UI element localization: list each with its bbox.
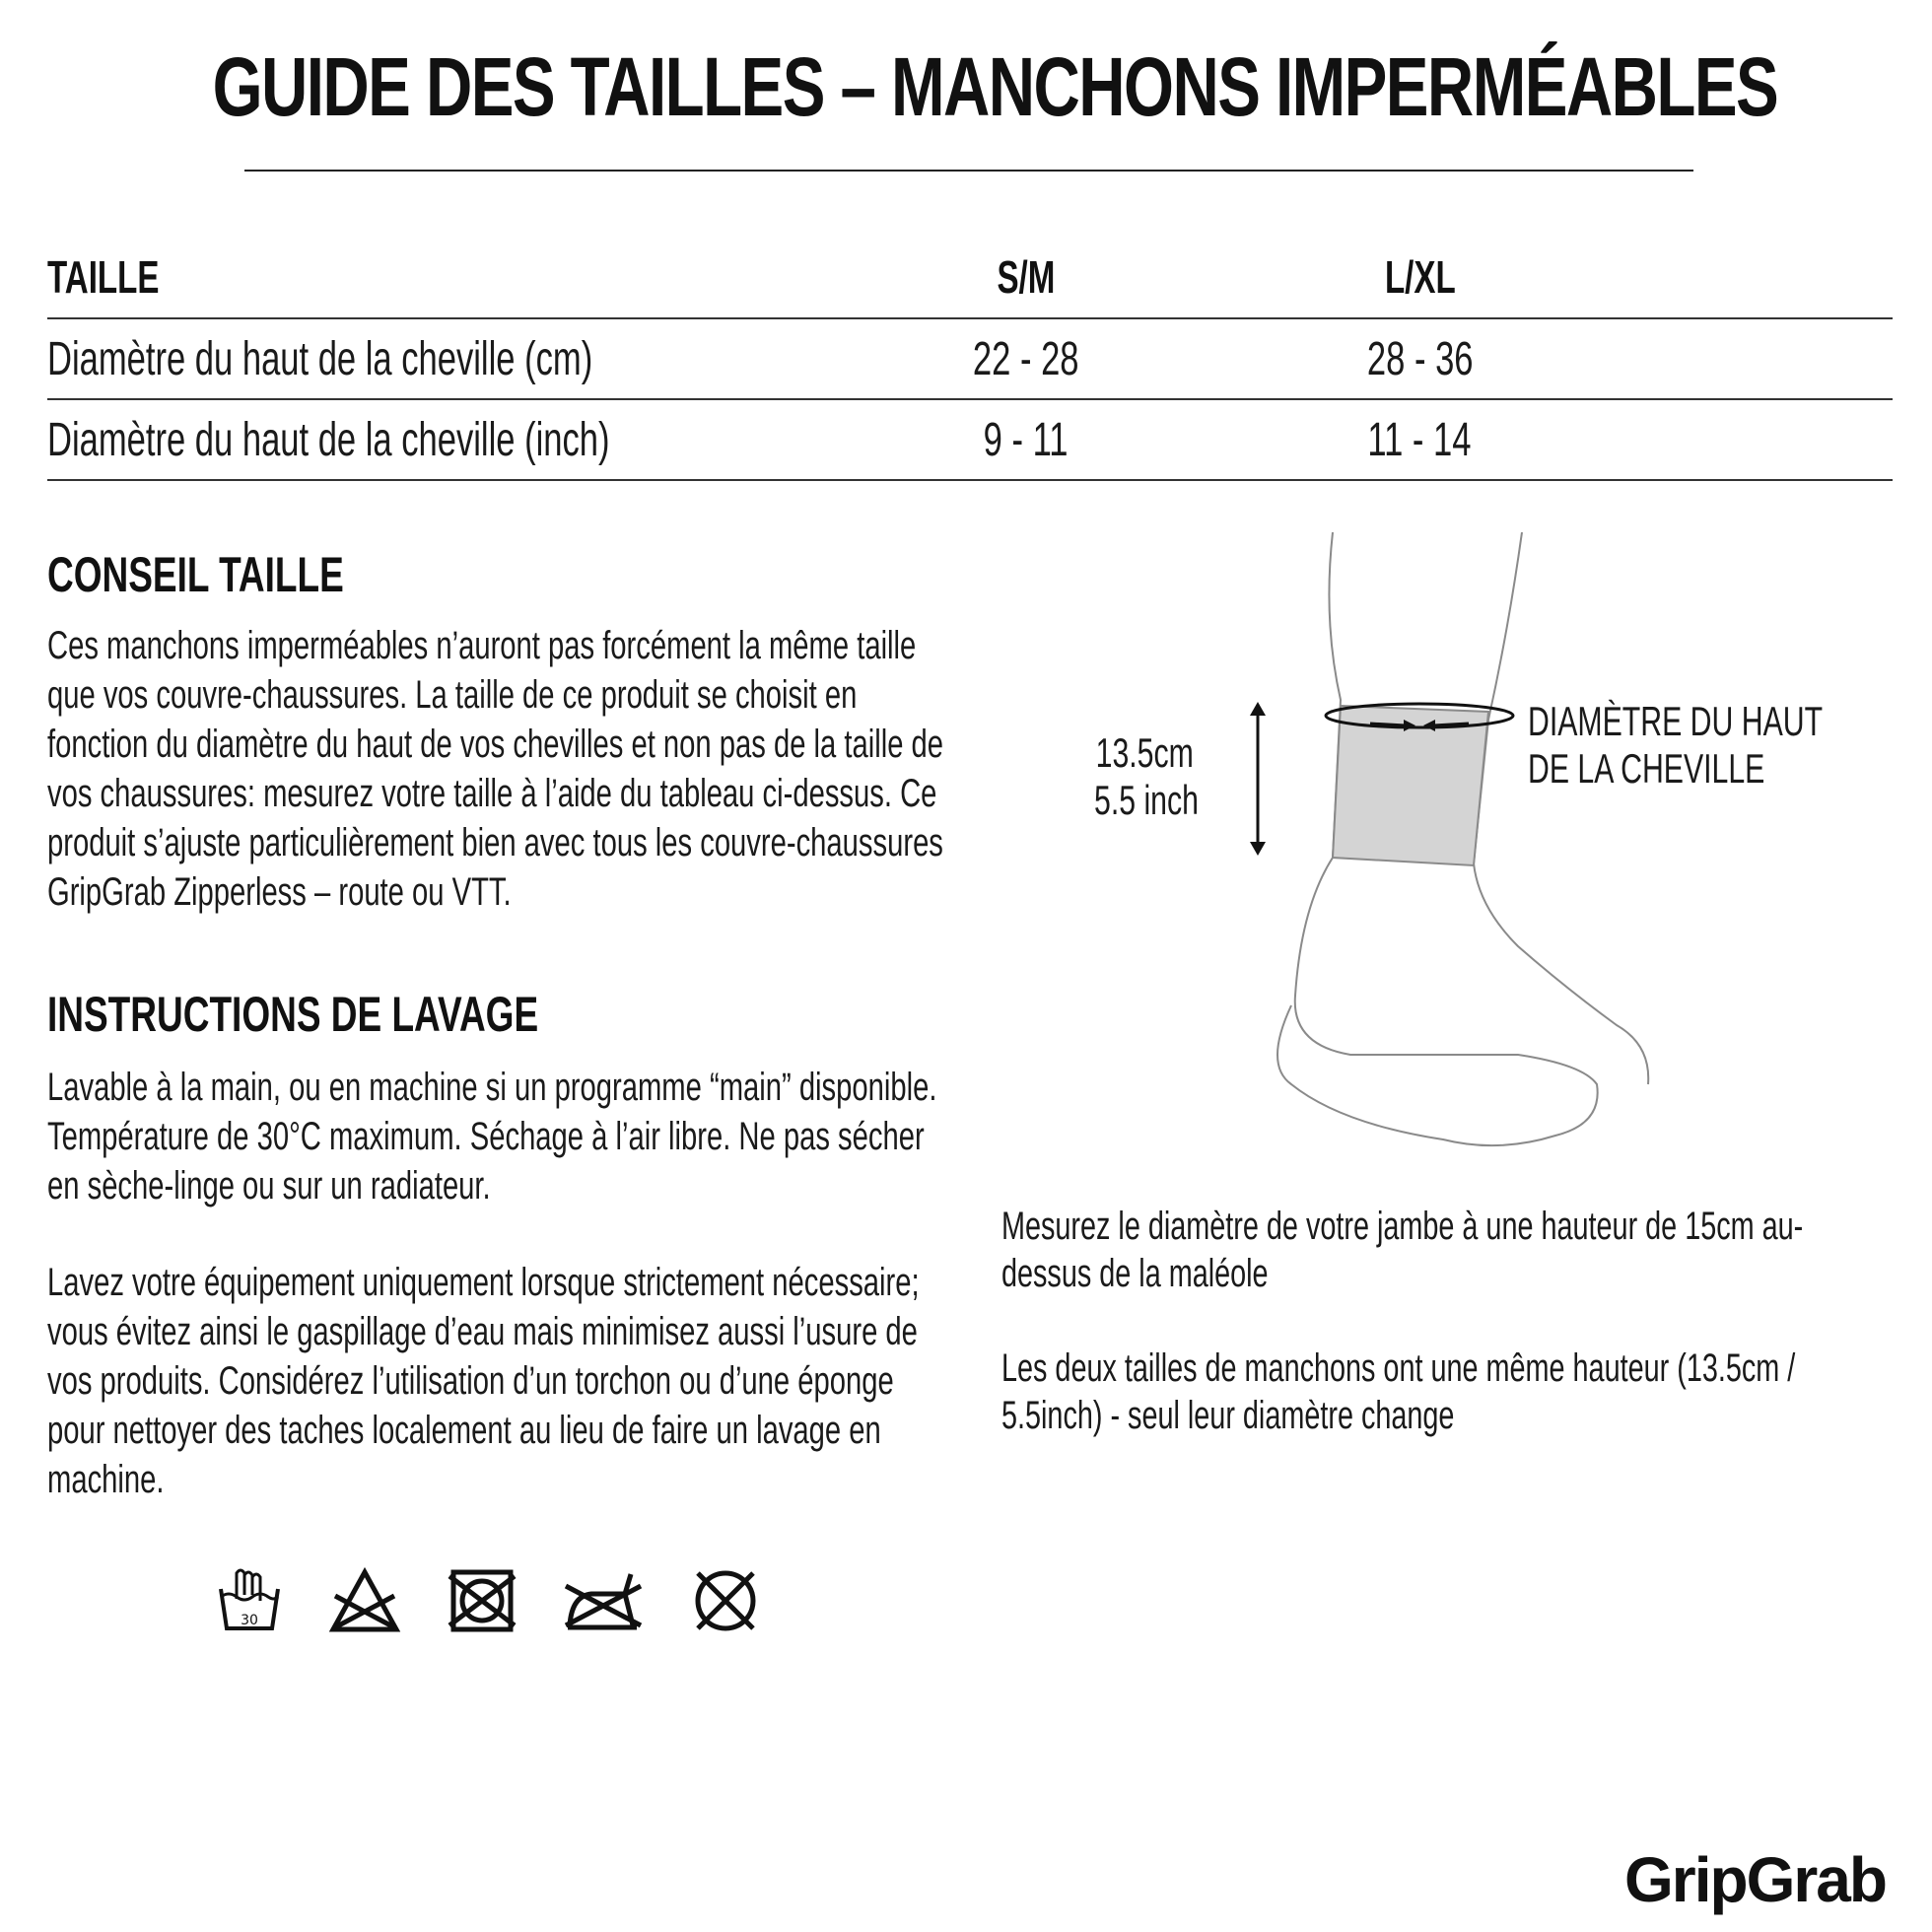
table-row	[47, 399, 1893, 480]
no-iron-icon	[562, 1566, 647, 1635]
ankle-diagram	[1094, 532, 1824, 1163]
row-label-cm: Diamètre du haut de la cheville (cm)	[47, 332, 593, 385]
svg-text:30: 30	[241, 1613, 258, 1628]
gripgrab-logo: GripGrab	[1624, 1844, 1886, 1915]
diameter-label-line2: DE LA CHEVILLE	[1528, 745, 1765, 792]
lavage-heading: INSTRUCTIONS DE LAVAGE	[47, 987, 539, 1042]
lavage-text-1: Lavable à la main, ou en machine si un programme “main” disponible. Température de 30°C maximum. Séchage à l’air libre. Ne pas sécher en sèche-linge ou sur un radiateur.	[47, 1066, 937, 1208]
sleeve-shape	[1333, 706, 1488, 865]
page-title: GUIDE DES TAILLES – MANCHONS IMPERMÉABLES	[212, 40, 1778, 133]
size-table-header-row	[47, 237, 1893, 318]
no-bleach-icon	[327, 1566, 402, 1635]
title-divider	[244, 170, 1693, 172]
size-header-sm: S/M	[996, 251, 1055, 303]
cell-lxl-cm: 28 - 36	[1366, 332, 1474, 385]
cell-lxl-inch: 11 - 14	[1367, 413, 1472, 466]
no-dry-clean-icon	[690, 1565, 761, 1636]
no-tumble-dry-icon	[446, 1566, 518, 1635]
size-header-label: TAILLE	[47, 251, 160, 303]
height-note: Les deux tailles de manchons ont une même hauteur (13.5cm / 5.5inch) - seul leur diamètre change	[1001, 1346, 1796, 1437]
diameter-label-line1: DIAMÈTRE DU HAUT	[1528, 698, 1824, 744]
diameter-label	[1528, 698, 1823, 793]
conseil-text: Ces manchons imperméables n’auront pas forcément la même taille que vos couvre-chaussures. La taille de ce produit se choisit en fonction du diamètre du haut de vos chevilles et non pas de la taille de vos chaussures: mesurez votre taille à l’aide du tableau ci-dessus. Ce produit s’ajuste particulièrement bien avec tous les couvre-chaussures GripGrab Zipperless – route ou VTT.	[47, 624, 944, 914]
lavage-text-2: Lavez votre équipement uniquement lorsque strictement nécessaire; vous évitez ainsi le gaspillage d’eau mais minimisez aussi l’usure de vos produits. Considérez l’utilisation d’un torchon ou d’une éponge pour nettoyer des taches localement au lieu de faire un lavage en machine.	[47, 1261, 920, 1501]
conseil-heading: CONSEIL TAILLE	[47, 547, 344, 602]
hand-wash-30-icon	[215, 1565, 284, 1636]
size-table	[47, 237, 1893, 481]
row-label-inch: Diamètre du haut de la cheville (inch)	[47, 413, 610, 466]
cell-sm-cm: 22 - 28	[972, 332, 1079, 385]
height-label	[1094, 729, 1199, 824]
size-header-lxl: L/XL	[1384, 251, 1456, 303]
height-inch: 5.5 inch	[1094, 777, 1199, 823]
height-cm: 13.5cm	[1095, 729, 1194, 776]
care-icons	[215, 1565, 761, 1636]
measure-note: Mesurez le diamètre de votre jambe à une hauteur de 15cm au-dessus de la maléole	[1001, 1205, 1804, 1295]
leg-outline-right	[1474, 532, 1648, 1084]
ankle-diagram-svg	[1104, 532, 1814, 1163]
table-row	[47, 318, 1893, 399]
cell-sm-inch: 9 - 11	[983, 413, 1069, 466]
